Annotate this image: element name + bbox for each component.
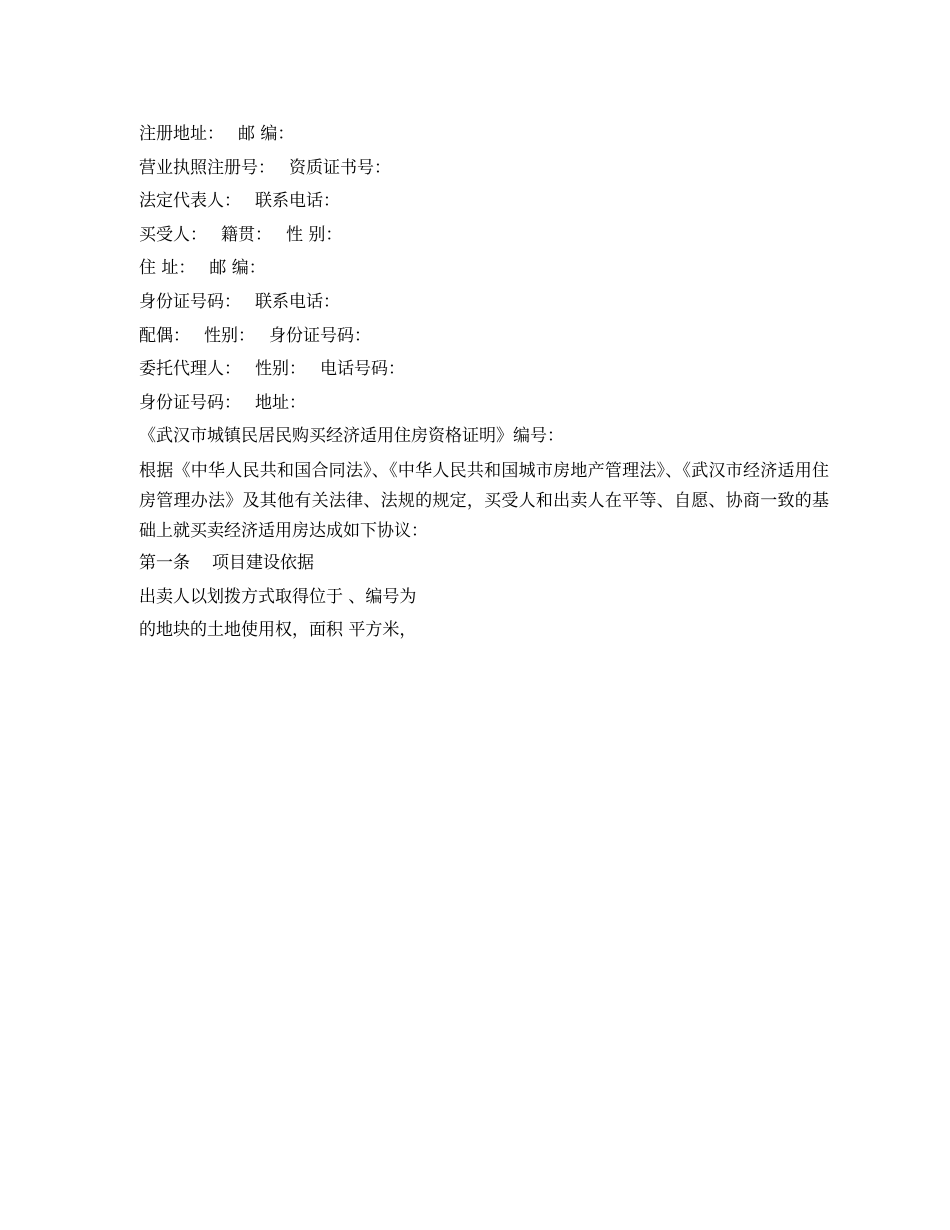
- postcode-label: 邮 编：: [238, 124, 295, 144]
- spouse-line: [139, 320, 829, 354]
- article-1-text-2: 的地块的土地使用权，面积 平方米，: [139, 620, 417, 641]
- residence-label: 住 址：: [139, 258, 196, 279]
- business-license-line: [139, 152, 829, 186]
- contact-phone-label: 联系电话：: [255, 191, 340, 212]
- postcode-label: 邮 编：: [209, 258, 266, 279]
- qualification-cert-label: 资质证书号：: [289, 157, 391, 178]
- agent-label: 委托代理人：: [139, 359, 241, 380]
- phone-number-label: 电话号码：: [320, 359, 405, 380]
- article-1-text-line-1: [139, 581, 829, 615]
- residence-line: [139, 252, 829, 286]
- basis-paragraph-block: [139, 456, 829, 546]
- gender-label: 性别：: [204, 325, 255, 346]
- legal-representative-label: 法定代表人：: [139, 191, 241, 212]
- gender-label: 性 别：: [286, 224, 343, 245]
- buyer-label: 买受人：: [139, 224, 207, 245]
- address-label: 地址：: [255, 392, 306, 413]
- contact-phone-label: 联系电话：: [255, 291, 340, 312]
- id-number-label: 身份证号码：: [139, 291, 241, 312]
- spouse-label: 配偶：: [139, 325, 190, 346]
- buyer-line: [139, 219, 829, 253]
- article-1-heading: [139, 547, 829, 581]
- article-1-number: 第一条: [139, 552, 190, 573]
- id-number-label: 身份证号码：: [269, 325, 371, 346]
- article-1-text-1: 出卖人以划拨方式取得位于 、编号为: [139, 586, 417, 607]
- certificate-line: [139, 420, 829, 454]
- gender-label: 性别：: [255, 359, 306, 380]
- legal-representative-line: [139, 185, 829, 219]
- buyer-id-line: [139, 286, 829, 320]
- agent-id-line: [139, 387, 829, 421]
- article-1-text-line-2: [139, 614, 829, 648]
- article-1-title: 项目建设依据: [212, 552, 314, 573]
- basis-paragraph: 根据《中华人民共和国合同法》、《中华人民共和国城市房地产管理法》、《武汉市经济适用住房管理办法》及其他有关法律、法规的规定，买受人和出卖人在平等、自愿、协商一致的基础上就买卖经济适用房达成如下协议：: [139, 460, 829, 541]
- registered-address-line: [139, 118, 829, 152]
- business-license-label: 营业执照注册号：: [139, 157, 275, 178]
- registered-address-label: 注册地址：: [139, 124, 224, 144]
- id-number-label: 身份证号码：: [139, 392, 241, 413]
- native-place-label: 籍贯：: [221, 224, 272, 245]
- contract-body: [139, 118, 829, 648]
- agent-line: [139, 353, 829, 387]
- certificate-label: 《武汉市城镇民居民购买经济适用住房资格证明》编号：: [139, 426, 564, 447]
